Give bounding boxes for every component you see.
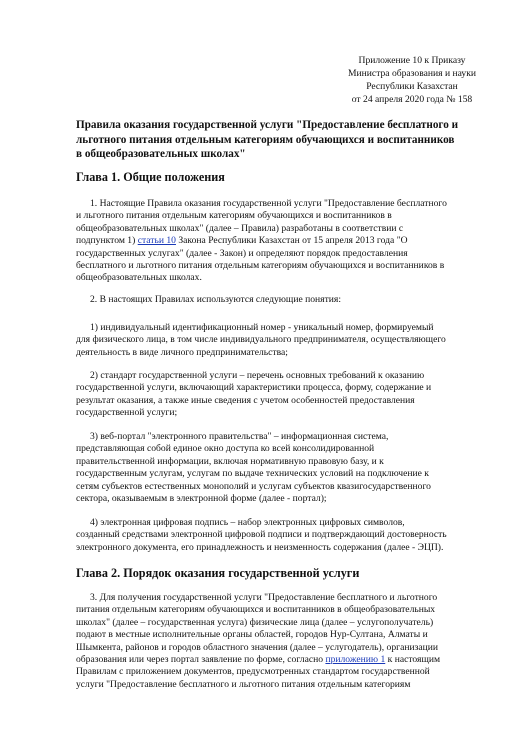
paragraph-line: общеобразовательных школах" (далее – Правила) разработаны в соответствии с <box>76 222 404 234</box>
paragraph-line: питания отдельным категориям обучающихся и воспитанников в общеобразовательных <box>76 604 436 616</box>
paragraph-line: подают в местные исполнительные органы областей, городов Нур-Султана, Алматы и <box>76 629 428 641</box>
paragraph-line: правительственной информации, включая нормативную правовую базу, и к <box>76 455 384 467</box>
paragraph-line: созданный средствами электронной цифровой подписи и подтверждающий достоверность <box>76 529 447 541</box>
paragraph-1 <box>76 198 496 285</box>
line-text: подпунктом 1) <box>76 235 138 247</box>
appendix-line: Республики Казахстан <box>366 81 458 92</box>
paragraph-line: 4) электронная цифровая подпись – набор электронных цифровых символов, <box>90 517 405 528</box>
paragraph-line: 3) веб-портал "электронного правительства" – информационная система, <box>90 431 389 442</box>
paragraph-line: бесплатного и льготного питания отдельным категориям обучающихся и воспитанников в <box>76 260 445 272</box>
appendix-line: Приложение 10 к Приказу <box>358 55 466 66</box>
line-text: образования или через портал заявление по форме, согласно <box>76 654 326 666</box>
paragraph-line <box>76 235 496 247</box>
title-line: Правила оказания государственной услуги "Предоставление бесплатного и <box>76 119 459 131</box>
paragraph-line: 2. В настоящих Правилах используются следующие понятия: <box>90 294 341 305</box>
paragraph-line <box>76 654 496 666</box>
paragraph-line: государственной услуги, включающий характеристики процесса, форму, содержание и <box>76 382 432 394</box>
paragraph-2 <box>76 294 496 306</box>
paragraph-line: школах" (далее – государственная услуга) физические лица (далее – услугополучатель) <box>76 616 434 628</box>
definition-1 <box>76 322 496 359</box>
document-title <box>76 118 496 162</box>
paragraph-line: государственных услугах" (далее - Закон) и определяют порядок предоставления <box>76 247 408 259</box>
paragraph-line: общеобразовательных школах. <box>76 272 202 284</box>
paragraph-line: 1) индивидуальный идентификационный номер - уникальный номер, формируемый <box>90 322 434 333</box>
title-line: в общеобразовательных школах" <box>76 148 246 160</box>
appendix-1-link[interactable]: приложению 1 <box>325 654 386 666</box>
paragraph-line: Шымкента, районов и городов областного значения (далее – услугодатель), организации <box>76 641 439 653</box>
paragraph-line: представляющая собой единое окно доступа ко всей консолидированной <box>76 443 375 455</box>
article-10-link[interactable]: статьи 10 <box>137 235 176 247</box>
paragraph-line: результат оказания, а также иные сведения с учетом особенностей предоставления <box>76 394 415 406</box>
line-text: к настоящим <box>385 654 441 666</box>
paragraph-line: Правилам с приложением документов, предусмотренных стандартом государственной <box>76 666 430 678</box>
definition-2 <box>76 370 496 420</box>
chapter-1-heading: Глава 1. Общие положения <box>76 170 225 184</box>
paragraph-line: и льготного питания отдельным категориям обучающихся и воспитанников в <box>76 210 392 222</box>
definition-4 <box>76 517 496 554</box>
appendix-reference <box>348 54 476 106</box>
paragraph-line: для физического лица, в том числе индивидуального предпринимателя, осуществляющего <box>76 334 446 346</box>
paragraph-line: сектора, оказываемым в электронной форме (далее - портал); <box>76 493 327 505</box>
appendix-line: Министра образования и науки <box>348 68 476 79</box>
appendix-line: от 24 апреля 2020 года № 158 <box>351 94 473 105</box>
paragraph-line: 1. Настоящие Правила оказания государственной услуги "Предоставление бесплатного <box>90 198 447 209</box>
paragraph-line: деятельность в виде личного предпринимательства; <box>76 346 288 358</box>
paragraph-line: сетям субъектов естественных монополий и услугам субъектов квазигосударственного <box>76 480 431 492</box>
paragraph-line: государственным услугам, услугам по выдаче технических условий на подключение к <box>76 468 429 480</box>
paragraph-line: услуги "Предоставление бесплатного и льготного питания отдельным категориям <box>76 678 411 690</box>
line-text: Закона Республики Казахстан от 15 апреля 2013 года "О <box>175 235 408 247</box>
definition-3 <box>76 431 496 505</box>
paragraph-line: 2) стандарт государственной услуги – перечень основных требований к оказанию <box>90 370 425 381</box>
paragraph-line: 3. Для получения государственной услуги "Предоставление бесплатного и льготного <box>90 592 438 603</box>
chapter-2-heading: Глава 2. Порядок оказания государственной услуги <box>76 566 360 580</box>
paragraph-3 <box>76 592 496 691</box>
paragraph-line: электронного документа, его принадлежность и неизменность содержания (далее - ЭЦП). <box>76 541 444 553</box>
title-line: льготного питания отдельным категориям обучающихся и воспитанников <box>76 133 455 146</box>
paragraph-line: государственной услуги; <box>76 407 178 419</box>
